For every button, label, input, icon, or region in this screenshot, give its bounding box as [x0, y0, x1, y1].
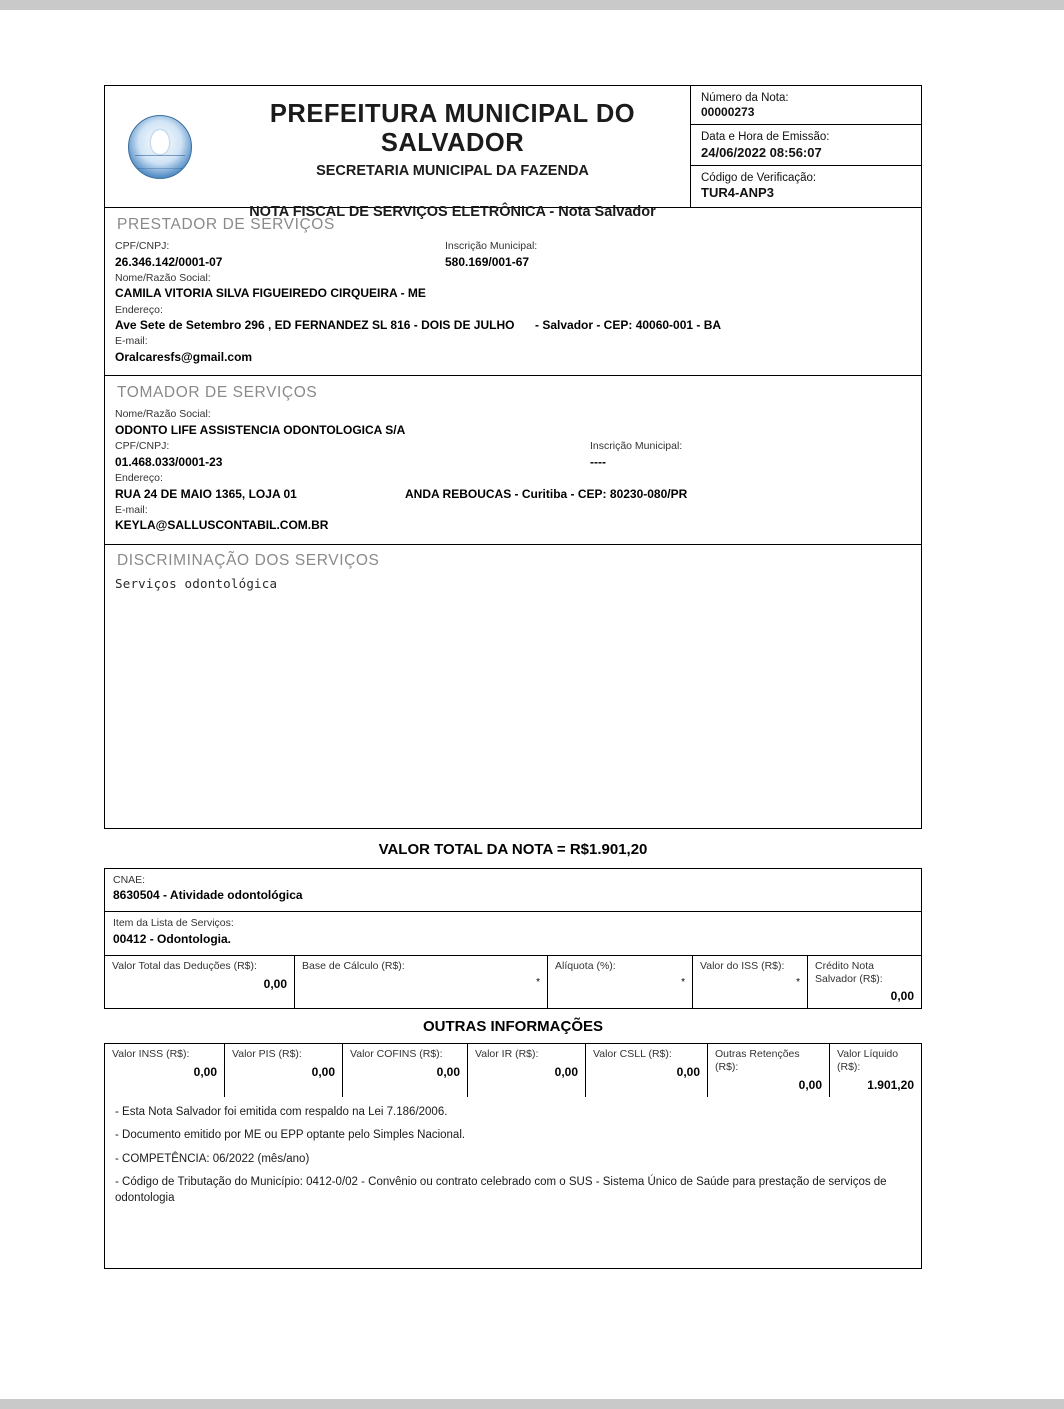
- cell-valor-liquido-label: Valor Líquido (R$):: [837, 1048, 899, 1074]
- meta-codigo-verificacao: [691, 166, 921, 206]
- tomador-nome-field: [115, 408, 911, 438]
- prestador-row-cnpj: [115, 240, 911, 272]
- meta-numero-nota-label: Número da Nota:: [701, 92, 789, 104]
- cell-base-calculo-label: Base de Cálculo (R$):: [302, 960, 405, 973]
- cell-base-calculo: [295, 956, 548, 1008]
- tomador-im-value: ----: [590, 454, 606, 469]
- prestador-endereco-value: Ave Sete de Setembro 296 , ED FERNANDEZ SL 816 - DOIS DE JULHO: [115, 318, 515, 333]
- cell-cofins: [343, 1044, 468, 1096]
- header-title-doctype: NOTA FISCAL DE SERVIÇOS ELETRÔNICA - Nota Salvador: [249, 204, 656, 220]
- prestador-endereco-value-row: [115, 317, 911, 333]
- prestador-im-value: 580.169/001-67: [445, 254, 530, 269]
- cell-base-calculo-value: *: [536, 976, 540, 988]
- cnae-value: 8630504 - Atividade odontológica: [113, 888, 303, 903]
- prestador-nome-field: [115, 272, 911, 302]
- prestador-im-label: Inscrição Municipal:: [445, 240, 538, 252]
- tomador-nome-label: Nome/Razão Social:: [115, 408, 211, 421]
- cell-csll: [586, 1044, 708, 1096]
- prestador-cnpj-value: 26.346.142/0001-07: [115, 254, 223, 269]
- tomador-email-field: [115, 504, 911, 534]
- cell-csll-label: Valor CSLL (R$):: [593, 1048, 672, 1061]
- outras-values-panel: [104, 1043, 922, 1096]
- cell-deducoes: [105, 956, 295, 1008]
- document-page: [0, 10, 1064, 1399]
- tomador-cnpj-field: [115, 440, 590, 472]
- tomador-endereco-value2: ANDA REBOUCAS - Curitiba - CEP: 80230-080/PR: [405, 486, 688, 501]
- header-meta: [690, 86, 921, 207]
- cell-credito-nota-value: 0,00: [890, 989, 914, 1004]
- note-line-2: - Documento emitido por ME ou EPP optante pelo Simples Nacional.: [115, 1129, 466, 1142]
- tomador-section-title: TOMADOR DE SERVIÇOS: [117, 384, 318, 402]
- city-seal-icon: [128, 115, 192, 179]
- cell-valor-iss: [693, 956, 808, 1008]
- meta-numero-nota: [691, 86, 921, 125]
- meta-data-emissao: [691, 125, 921, 166]
- document-header: [104, 85, 922, 220]
- prestador-endereco-field: [115, 304, 911, 334]
- note-line-3: - COMPETÊNCIA: 06/2022 (mês/ano): [115, 1152, 310, 1165]
- prestador-cnpj-field: [115, 240, 445, 272]
- tomador-endereco-value-row: [115, 486, 911, 502]
- tomador-endereco-field: [115, 472, 911, 502]
- prestador-nome-value: CAMILA VITORIA SILVA FIGUEIREDO CIRQUEIRA - ME: [115, 286, 426, 301]
- tomador-section: [104, 375, 922, 543]
- cell-pis-value: 0,00: [311, 1065, 335, 1080]
- cell-credito-nota: [808, 956, 921, 1008]
- cell-aliquota: [548, 956, 693, 1008]
- cell-valor-liquido: [830, 1044, 921, 1096]
- header-title-main: PREFEITURA MUNICIPAL DO SALVADOR: [269, 100, 636, 157]
- cell-ir: [468, 1044, 586, 1096]
- cell-deducoes-value: 0,00: [263, 976, 287, 991]
- prestador-nome-label: Nome/Razão Social:: [115, 271, 211, 284]
- meta-data-emissao-value: 24/06/2022 08:56:07: [701, 144, 822, 160]
- prestador-section-title: PRESTADOR DE SERVIÇOS: [117, 216, 335, 233]
- cell-outras-retencoes: [708, 1044, 830, 1096]
- servico-panel: [104, 868, 922, 1010]
- meta-codigo-verificacao-label: Código de Verificação:: [701, 172, 817, 184]
- prestador-cnpj-label: CPF/CNPJ:: [115, 240, 170, 252]
- cell-outras-retencoes-label: Outras Retenções (R$):: [715, 1048, 800, 1074]
- cnae-label: CNAE:: [113, 873, 146, 886]
- cell-pis-label: Valor PIS (R$):: [232, 1048, 302, 1061]
- prestador-endereco-value2: - Salvador - CEP: 40060-001 - BA: [535, 318, 722, 333]
- note-line-1: - Esta Nota Salvador foi emitida com respaldo na Lei 7.186/2006.: [115, 1105, 448, 1118]
- meta-numero-nota-value: 00000273: [701, 105, 755, 120]
- cell-credito-nota-label: Crédito Nota Salvador (R$):: [815, 960, 883, 985]
- servico-values-grid: [105, 956, 921, 1008]
- logo-cell: [105, 86, 215, 207]
- nfse-document: [104, 85, 922, 1269]
- valor-total-nota: VALOR TOTAL DA NOTA = R$1.901,20: [378, 840, 648, 858]
- cell-aliquota-value: *: [681, 976, 685, 988]
- cell-ir-value: 0,00: [554, 1065, 578, 1080]
- prestador-endereco-label: Endereço:: [115, 303, 163, 316]
- tomador-nome-value: ODONTO LIFE ASSISTENCIA ODONTOLOGICA S/A: [115, 422, 406, 437]
- header-titles: [215, 86, 690, 220]
- cell-valor-iss-label: Valor do ISS (R$):: [700, 960, 785, 973]
- tomador-im-label: Inscrição Municipal:: [590, 440, 683, 453]
- header-title-sub: SECRETARIA MUNICIPAL DA FAZENDA: [316, 163, 589, 179]
- tomador-row-cnpj: [115, 440, 911, 472]
- prestador-im-field: [445, 240, 911, 272]
- cell-cofins-label: Valor COFINS (R$):: [350, 1048, 443, 1061]
- item-lista-row: [105, 912, 921, 956]
- cell-ir-label: Valor IR (R$):: [475, 1048, 539, 1061]
- cell-aliquota-label: Alíquota (%):: [555, 960, 616, 973]
- tomador-email-value: KEYLA@SALLUSCONTABIL.COM.BR: [115, 518, 329, 533]
- cell-csll-value: 0,00: [676, 1065, 700, 1080]
- tomador-cnpj-value: 01.468.033/0001-23: [115, 454, 223, 469]
- item-lista-value: 00412 - Odontologia.: [113, 932, 232, 947]
- prestador-email-value: Oralcaresfs@gmail.com: [115, 350, 253, 365]
- cell-inss: [105, 1044, 225, 1096]
- cell-pis: [225, 1044, 343, 1096]
- tomador-cnpj-label: CPF/CNPJ:: [115, 440, 170, 453]
- cell-outras-retencoes-value: 0,00: [798, 1077, 822, 1092]
- tomador-endereco-value: RUA 24 DE MAIO 1365, LOJA 01: [115, 486, 297, 501]
- cell-deducoes-label: Valor Total das Deduções (R$):: [112, 960, 257, 973]
- meta-codigo-verificacao-value: TUR4-ANP3: [701, 185, 774, 201]
- prestador-email-label: E-mail:: [115, 335, 148, 348]
- cell-inss-value: 0,00: [193, 1065, 217, 1080]
- meta-data-emissao-label: Data e Hora de Emissão:: [701, 131, 830, 144]
- cell-inss-label: Valor INSS (R$):: [112, 1048, 190, 1061]
- item-lista-label: Item da Lista de Serviços:: [113, 917, 234, 930]
- tomador-email-label: E-mail:: [115, 503, 148, 516]
- cell-valor-iss-value: *: [796, 976, 800, 988]
- cell-cofins-value: 0,00: [436, 1065, 460, 1080]
- outras-informacoes-title: OUTRAS INFORMAÇÕES: [423, 1018, 603, 1036]
- prestador-section: [104, 207, 922, 375]
- tomador-im-field: [590, 440, 911, 472]
- notes-section: [104, 1097, 922, 1269]
- discriminacao-text: Serviços odontológica: [115, 575, 278, 591]
- discriminacao-section: [104, 544, 922, 829]
- discriminacao-section-title: DISCRIMINAÇÃO DOS SERVIÇOS: [117, 551, 380, 569]
- outras-values-grid: [105, 1044, 921, 1096]
- cell-valor-liquido-value: 1.901,20: [867, 1077, 914, 1092]
- tomador-endereco-label: Endereço:: [115, 471, 163, 484]
- cnae-row: [105, 869, 921, 913]
- prestador-email-field: [115, 335, 911, 365]
- note-line-4: - Código de Tributação do Município: 0412-0/02 - Convênio ou contrato celebrado com o SUS - Sistema Único de Saúde para prestação de serviços de odontologia: [115, 1176, 887, 1204]
